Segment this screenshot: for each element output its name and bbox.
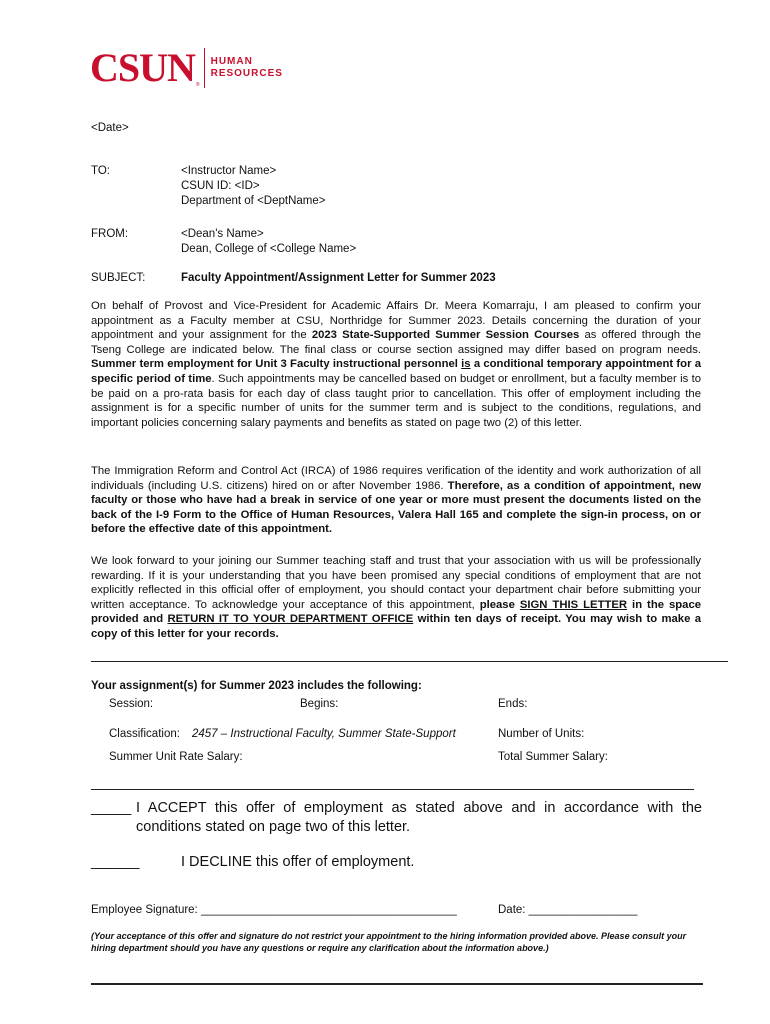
logo-line-2: RESOURCES bbox=[210, 68, 283, 79]
logo-subtitle bbox=[211, 56, 283, 80]
p3-d: in the space provided and bbox=[91, 598, 702, 626]
subject-label: SUBJECT: bbox=[91, 272, 146, 284]
to-dept: Department of <DeptName> bbox=[181, 195, 326, 207]
p3-e: RETURN IT TO YOUR DEPARTMENT OFFICE bbox=[167, 613, 414, 626]
p2-b: Therefore, as a condition of appointment, new faculty or those who have had a break in service of one year or more must present the documents listed on the back of the I-9 Form to the Office of Human Resources, Valera Hall 165 and complete the sign-in process, on or before the effective date of this appointment. bbox=[91, 479, 702, 536]
csun-hr-logo bbox=[90, 46, 283, 90]
logo-line-1: HUMAN bbox=[210, 56, 253, 67]
p1-e: is bbox=[461, 358, 471, 371]
accept-text: I ACCEPT this offer of employment as stated above and in accordance with the conditions stated on page two of this letter. bbox=[136, 800, 702, 835]
total-salary-label: Total Summer Salary: bbox=[498, 751, 608, 763]
begins-label: Begins: bbox=[300, 698, 339, 710]
from-name: <Dean's Name> bbox=[181, 228, 264, 240]
date-placeholder: <Date> bbox=[91, 122, 129, 134]
paragraph-acceptance bbox=[91, 554, 701, 642]
subject-text: Faculty Appointment/Assignment Letter for Summer 2023 bbox=[181, 272, 496, 284]
p3-a: We look forward to your joining our Summer teaching staff and trust that your association with us will be professionally rewarding. If it is your understanding that you have been promised any special conditions of employment that are not explicitly reflected in this official offer of employment, you should contact your department chair before submitting your written acceptance. To acknowledge your acceptance of this appointment, bbox=[91, 555, 701, 611]
ends-label: Ends: bbox=[498, 698, 528, 710]
p1-g: . Such appointments may be cancelled based on budget or enrollment, but a faculty member is to be paid on a pro-rata basis for each day of class taught prior to cancellation. This offer of employment including the assignment is for a specific number of units for the summer term and is subject to the conditions, regulations, and important policies concerning salary payments and benefits as stated on page two (2) of this letter. bbox=[91, 372, 701, 429]
employee-signature-line[interactable]: Employee Signature: ________________________________________ bbox=[91, 904, 457, 916]
classification-label: Classification: bbox=[109, 728, 180, 740]
p1-b: 2023 State-Supported Summer Session Courses bbox=[311, 329, 580, 342]
p2-a: The Immigration Reform and Control Act (IRCA) of 1986 requires verification of the identity and work authorization of all individuals (including U.S. citizens) hired on or after November 1986. bbox=[91, 465, 701, 492]
p3-b: please bbox=[479, 598, 520, 611]
from-label: FROM: bbox=[91, 228, 129, 240]
to-id: CSUN ID: <ID> bbox=[181, 180, 260, 192]
separator-rule-1 bbox=[91, 661, 728, 662]
separator-rule-2 bbox=[91, 789, 694, 790]
to-name: <Instructor Name> bbox=[181, 165, 277, 177]
units-label: Number of Units: bbox=[498, 728, 585, 740]
accept-blank[interactable]: _____ bbox=[91, 800, 132, 816]
p1-c: as offered through the Tseng College are indicated below. The final class or course section assigned may differ based on program needs. bbox=[91, 329, 701, 356]
decline-text: I DECLINE this offer of employment. bbox=[181, 854, 415, 870]
decline-blank[interactable]: ______ bbox=[91, 854, 140, 870]
paragraph-appointment bbox=[91, 299, 701, 430]
p3-c: SIGN THIS LETTER bbox=[519, 598, 628, 611]
logo-trademark: ® bbox=[195, 82, 200, 88]
from-title: Dean, College of <College Name> bbox=[181, 243, 357, 255]
p3-f: within ten days of receipt. You may wish to make a copy of this letter for your records. bbox=[91, 613, 701, 640]
p1-f: a conditional temporary appointment for a specific period of time bbox=[91, 358, 701, 385]
acceptance-note: (Your acceptance of this offer and signature do not restrict your appointment to the hiring information provided above. Please consult your hiring department should you have any questions or require any clarification about the information above.) bbox=[91, 931, 687, 953]
classification-value: 2457 – Instructional Faculty, Summer State-Support bbox=[192, 728, 456, 740]
assignment-heading: Your assignment(s) for Summer 2023 includes the following: bbox=[91, 680, 422, 692]
separator-rule-3 bbox=[91, 983, 703, 985]
rate-salary-label: Summer Unit Rate Salary: bbox=[109, 751, 243, 763]
p1-a: On behalf of Provost and Vice-President for Academic Affairs Dr. Meera Komarraju, I am pleased to confirm your appointment as a Faculty member at CSU, Northridge for Summer 2023. Details concerning the duration of your appointment and your assignment for the bbox=[91, 300, 701, 342]
session-label: Session: bbox=[109, 698, 154, 710]
p1-d: Summer term employment for Unit 3 Faculty instructional personnel bbox=[91, 358, 462, 371]
signature-date-line[interactable]: Date: _________________ bbox=[498, 904, 638, 916]
logo-divider bbox=[204, 48, 205, 88]
paragraph-irca bbox=[91, 464, 701, 537]
to-label: TO: bbox=[91, 165, 110, 177]
logo-mark: CSUN bbox=[90, 45, 195, 90]
